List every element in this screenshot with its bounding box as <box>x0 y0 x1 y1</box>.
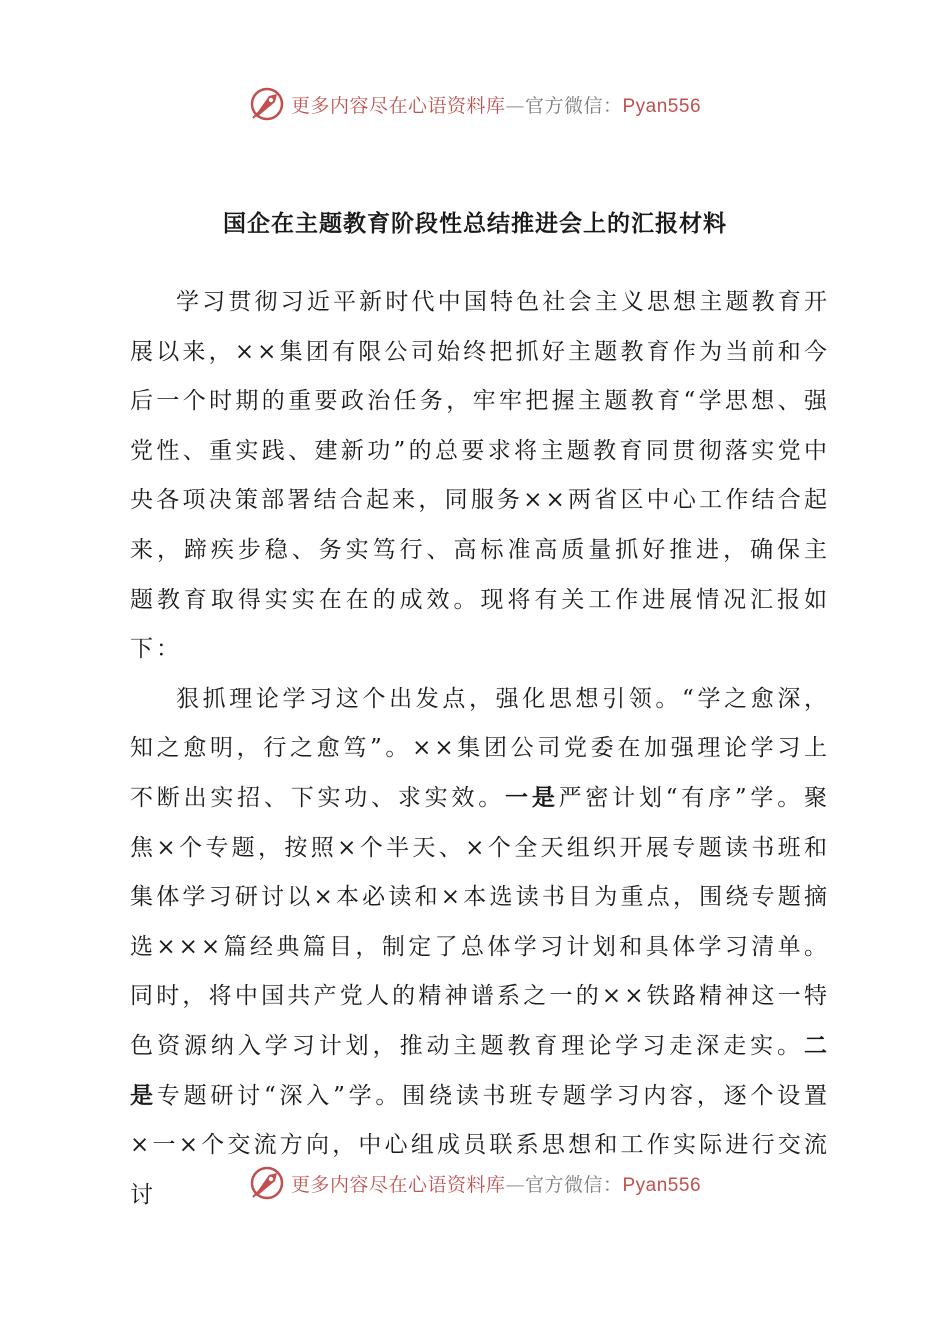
point-one-text: 严密计划“有序”学。聚焦×个专题，按照×个半天、×个全天组织开展专题读书班和集体学习研讨以×本必读和×本选读书目为重点，围绕专题摘选×××篇经典篇目，制定了总体学习计划和具体学习清单。同时，将中国共产党人的精神谱系之一的××铁路精神这一特色资源纳入学习计划，推动主题教育理论学习走深走实。 <box>130 784 830 1059</box>
paragraph-intro: 学习贯彻习近平新时代中国特色社会主义思想主题教育开展以来，××集团有限公司始终把抓好主题教育作为当前和今后一个时期的重要政治任务，牢牢把握主题教育“学思想、强党性、重实践、建新功”的总要求将主题教育同贯彻落实党中央各项决策部署结合起来，同服务××两省区中心工作结合起来，蹄疾步稳、务实笃行、高标准高质量抓好推进，确保主题教育取得实实在在的成效。现将有关工作进展情况汇报如下： <box>130 289 830 663</box>
footer-banner-text <box>291 1170 701 1197</box>
header-banner-text <box>291 91 701 118</box>
banner-separator: — <box>505 94 525 117</box>
banner-wechat-id: Pyan556 <box>622 1174 702 1196</box>
header-banner <box>0 84 950 124</box>
banner-separator: — <box>505 1173 525 1196</box>
paragraph-lead: 狠抓理论学习这个出发点，强化思想引领。“学之愈深，知之愈明，行之愈笃”。××集团公司党委在加强理论学习上不断出实招、下实功、求实效。 <box>130 685 830 811</box>
banner-wechat-id: Pyan556 <box>622 95 702 117</box>
pen-nib-logo-icon <box>249 1165 285 1201</box>
banner-slogan: 更多内容尽在心语资料库 <box>290 94 506 117</box>
document-body <box>130 278 830 1220</box>
point-two-label: 二是 <box>130 1032 830 1109</box>
point-two-text: 专题研讨“深入”学。围绕读书班专题学习内容，逐个设置×一×个交流方向，中心组成员联系思想和工作实际进行交流讨 <box>130 1082 830 1208</box>
document-title: 国企在主题教育阶段性总结推进会上的汇报材料 <box>223 211 727 237</box>
footer-banner <box>0 1163 950 1203</box>
banner-wechat-label: 官方微信： <box>524 1173 623 1196</box>
paragraph-theory-study <box>130 675 830 1221</box>
banner-wechat-label: 官方微信： <box>524 94 623 117</box>
banner-slogan: 更多内容尽在心语资料库 <box>290 1173 506 1196</box>
pen-nib-logo-icon <box>249 86 285 122</box>
point-one-label: 一是 <box>505 784 559 811</box>
